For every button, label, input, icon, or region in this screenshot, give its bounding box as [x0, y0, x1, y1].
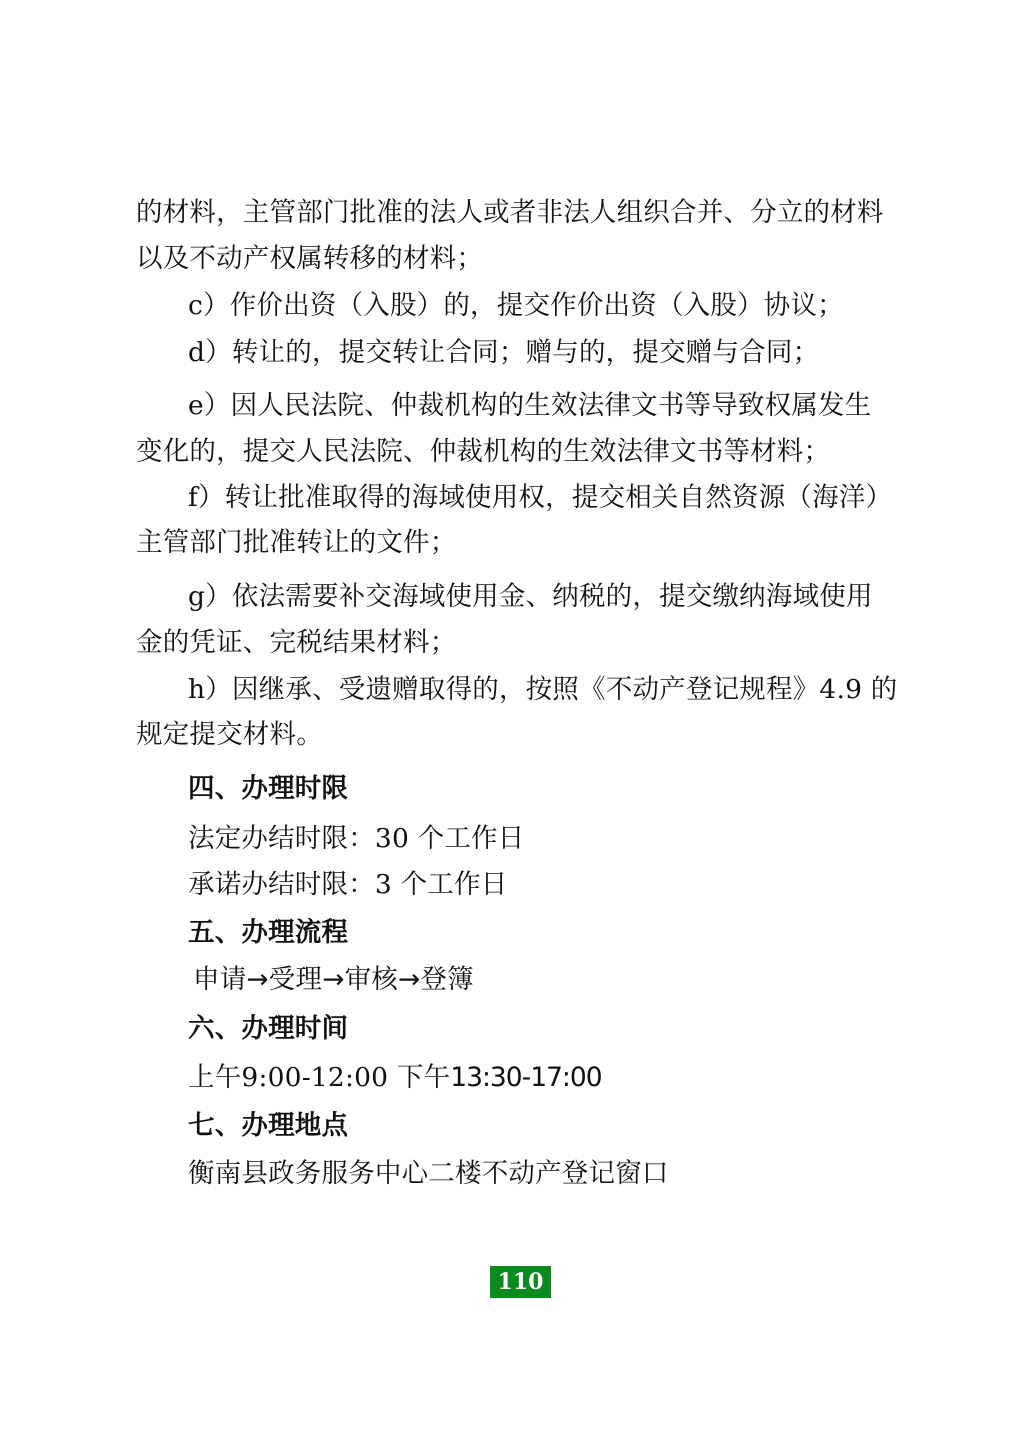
- section-heading-location: 七、办理地点: [188, 1110, 349, 1141]
- item-f-cont: 主管部门批准转让的文件；: [136, 527, 457, 558]
- item-g: g）依法需要补交海域使用金、纳税的，提交缴纳海域使用: [188, 581, 873, 612]
- item-e: e）因人民法院、仲裁机构的生效法律文书等导致权属发生: [188, 390, 872, 421]
- office-hours: 上午9:00-12:00 下午13:30-17:00: [188, 1062, 602, 1093]
- process-flow: 申请→受理→审核→登簿: [193, 964, 474, 995]
- page-number-badge: 110: [490, 1266, 551, 1298]
- item-g-cont: 金的凭证、完税结果材料；: [136, 627, 457, 658]
- section-heading-time-limit: 四、办理时限: [188, 773, 349, 804]
- paragraph-line: 以及不动产权属转移的材料；: [136, 243, 484, 274]
- legal-time-limit: 法定办结时限：30 个工作日: [188, 823, 525, 854]
- promised-time-limit: 承诺办结时限：3 个工作日: [188, 869, 508, 900]
- item-f: f）转让批准取得的海域使用权，提交相关自然资源（海洋）: [188, 482, 893, 513]
- section-heading-hours: 六、办理时间: [188, 1013, 349, 1044]
- item-h-cont: 规定提交材料。: [136, 719, 323, 750]
- section-heading-process: 五、办理流程: [188, 917, 349, 948]
- office-address: 衡南县政务服务中心二楼不动产登记窗口: [188, 1158, 669, 1189]
- item-d: d）转让的，提交转让合同；赠与的，提交赠与合同；: [188, 337, 820, 368]
- paragraph-line: 的材料，主管部门批准的法人或者非法人组织合并、分立的材料: [136, 197, 884, 228]
- item-h: h）因继承、受遗赠取得的，按照《不动产登记规程》4.9 的: [188, 674, 898, 705]
- item-e-cont: 变化的，提交人民法院、仲裁机构的生效法律文书等材料；: [136, 436, 831, 467]
- item-c: c）作价出资（入股）的，提交作价出资（入股）协议；: [188, 290, 844, 321]
